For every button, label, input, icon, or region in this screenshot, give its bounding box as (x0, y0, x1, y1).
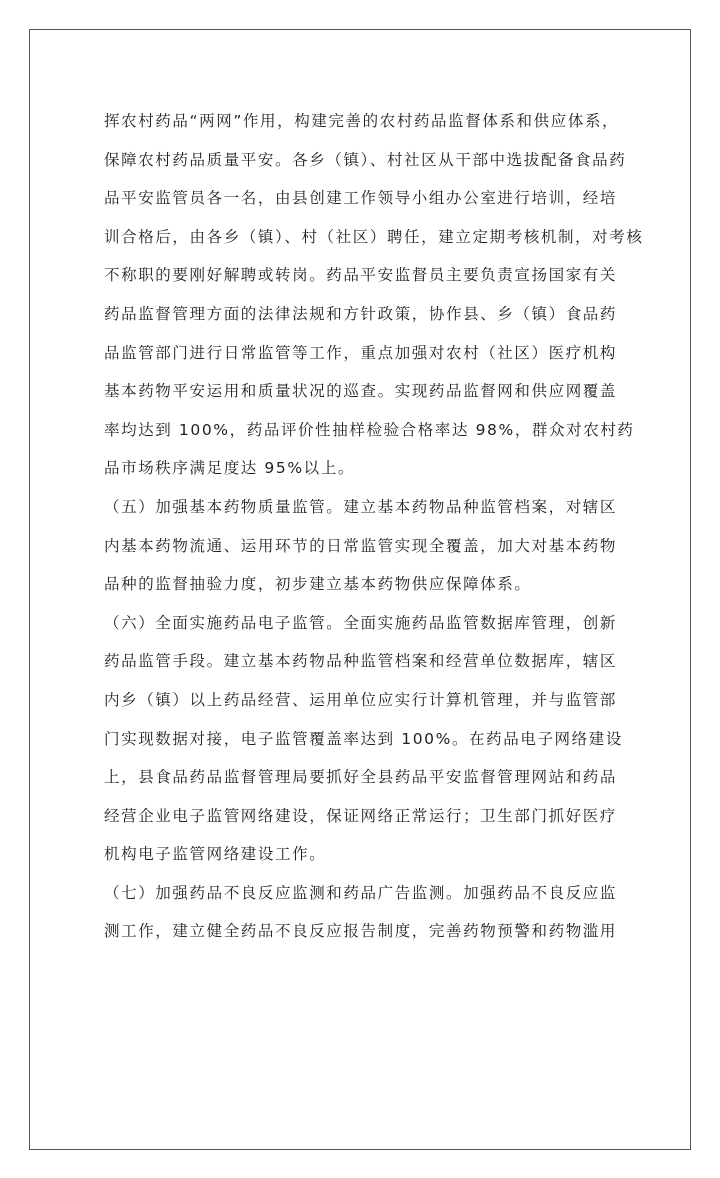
section-heading-line: （五）加强基本药物质量监管。建立基本药物品种监管档案，对辖区 (104, 497, 618, 516)
text-line: 挥农村药品“两网”作用，构建完善的农村药品监督体系和供应体系， (104, 112, 620, 130)
text-line: 品监管部门进行日常监管等工作，重点加强对农村（社区）医疗机构 (104, 343, 618, 362)
text-line: 药品监督管理方面的法律法规和方针政策，协作县、乡（镇）食品药 (104, 304, 618, 323)
text-line: 训合格后，由各乡（镇）、村（社区）聘任，建立定期考核机制，对考核 (104, 227, 644, 246)
text-line: 上，县食品药品监督管理局要抓好全县药品平安监督管理网站和药品 (104, 768, 618, 787)
text-line: 测工作，建立健全药品不良反应报告制度，完善药物预警和药物滥用 (104, 922, 618, 941)
text-line: 基本药物平安运用和质量状况的巡查。实现药品监督网和供应网覆盖 (104, 382, 618, 401)
text-line: 机构电子监管网络建设工作。 (104, 845, 327, 864)
text-line: 经营企业电子监管网络建设，保证网络正常运行；卫生部门抓好医疗 (104, 806, 618, 825)
text-line: 品种的监督抽验力度，初步建立基本药物供应保障体系。 (104, 575, 532, 594)
document-body (104, 102, 644, 951)
text-line: 保障农村药品质量平安。各乡（镇）、村社区从干部中选拔配备食品药 (104, 150, 627, 169)
text-line: 品市场秩序满足度达 95%以上。 (104, 459, 355, 478)
text-line: 内乡（镇）以上药品经营、运用单位应实行计算机管理，并与监管部 (104, 690, 618, 709)
text-line: 率均达到 100%，药品评价性抽样检验合格率达 98%，群众对农村药 (104, 420, 635, 439)
text-line: 品平安监管员各一名，由县创建工作领导小组办公室进行培训，经培 (104, 189, 618, 208)
text-line: 门实现数据对接，电子监管覆盖率达到 100%。在药品电子网络建设 (104, 729, 623, 748)
text-line: 药品监管手段。建立基本药物品种监管档案和经营单位数据库，辖区 (104, 652, 618, 671)
text-line: 不称职的要刚好解聘或转岗。药品平安监督员主要负责宣扬国家有关 (104, 266, 618, 285)
text-line: 内基本药物流通、运用环节的日常监管实现全覆盖，加大对基本药物 (104, 536, 618, 555)
section-heading-line: （七）加强药品不良反应监测和药品广告监测。加强药品不良反应监 (104, 883, 618, 902)
section-heading-line: （六）全面实施药品电子监管。全面实施药品监管数据库管理，创新 (104, 613, 618, 632)
